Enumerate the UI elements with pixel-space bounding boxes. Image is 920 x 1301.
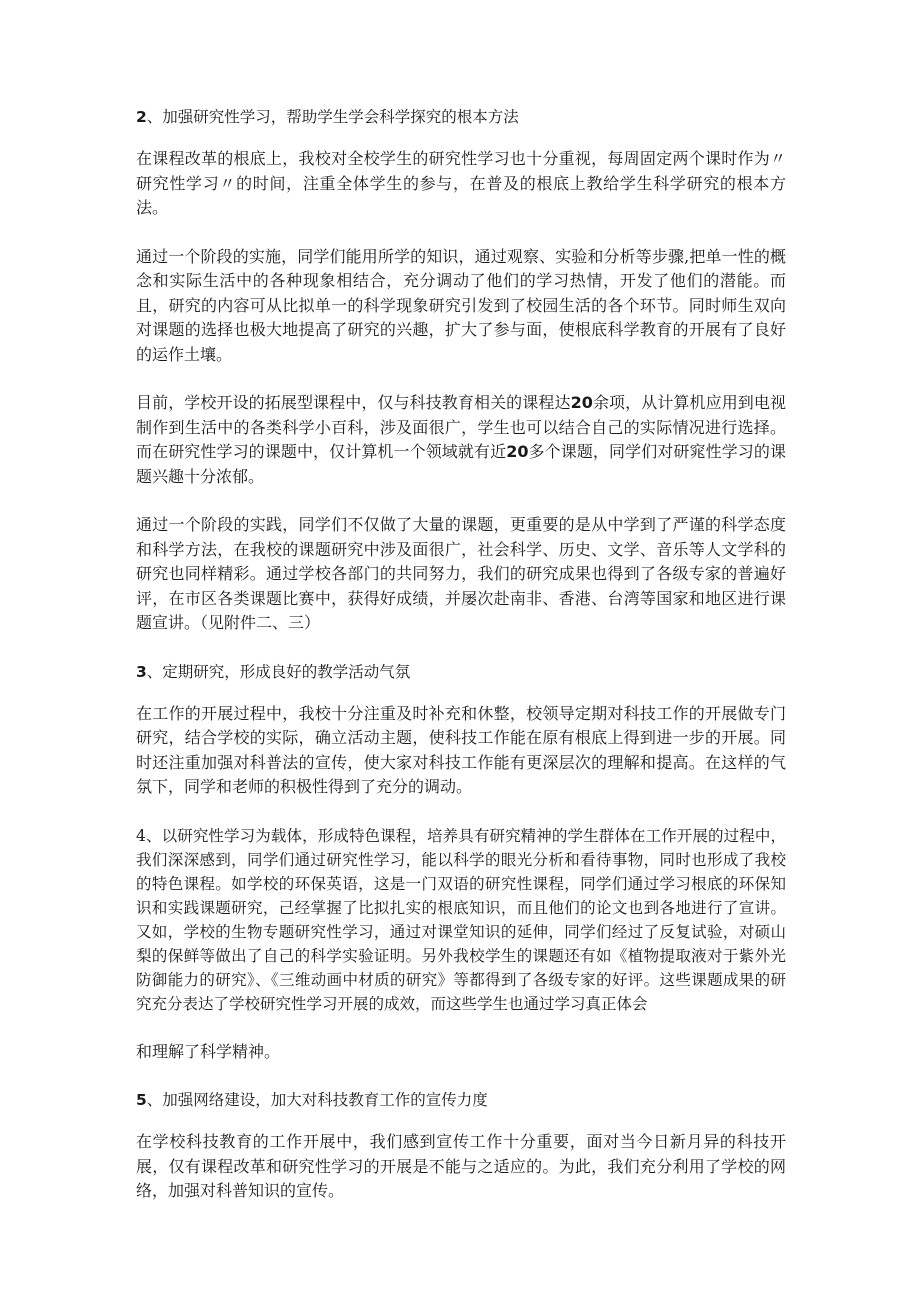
section-2-paragraph-4: 通过一个阶段的实践，同学们不仅做了大量的课题，更重要的是从中学到了严谨的科学态度和科学方法，在我校的课题研究中涉及面很广，社会科学、历史、文学、音乐等人文学科的研究也同样精彩。通过学校各部门的共同努力，我们的研究成果也得到了各级专家的普遍好评，在市区各类课题比赛中，获得好成绩，并屡次赴南非、香港、台湾等国家和地区进行课题宣讲。（见附件二、三） xyxy=(136,515,786,632)
section-2-paragraph-3-part-b: 余项，从计算机应用到电视制作到生活中的各类科学小百科，涉及面很广，学生也可以结合自己的实际情况进行选择。而在研究性学习的课题中，仅计算机一个领域就有近 xyxy=(136,393,786,461)
section-2-paragraph-2: 通过一个阶段的实施，同学们能用所学的知识，通过观察、实验和分析等步骤,把单一性的概念和实际生活中的各种现象相结合，充分调动了他们的学习热情，开发了他们的潜能。而且，研究的内容可从比拟单一的科学现象研究引发到了校园生活的各个环节。同时师生双向对课题的选择也极大地提高了研究的兴趣，扩大了参与面，使根底科学教育的开展有了良好的运作土壤。 xyxy=(136,246,786,364)
section-3-heading xyxy=(136,660,786,684)
section-3-paragraph-1: 在工作的开展过程中，我校十分注重及时补充和休整，校领导定期对科技工作的开展做专门研究，结合学校的实际，确立活动主题，使科技工作能在原有根底上得到进一步的开展。同时还注重加强对科普法的宣传，使大家对科技工作能有更深层次的理解和提高。在这样的气氛下，同学和老师的积极性得到了充分的调动。 xyxy=(136,703,786,796)
section-2-paragraph-3-part-a: 目前，学校开设的拓展型课程中，仅与科技教育相关的课程达 xyxy=(136,393,571,412)
section-4-paragraph-1 xyxy=(136,824,786,1016)
section-2-paragraph-3 xyxy=(136,391,786,489)
section-2-paragraph-1: 在课程改革的根底上，我校对全校学生的研究性学习也十分重视，每周固定两个课时作为〃研究性学习〃的时间，注重全体学生的参与，在普及的根底上教给学生科学研究的根本方法。 xyxy=(136,149,786,217)
section-2-heading xyxy=(136,105,786,129)
section-5-number: 5 xyxy=(136,1091,147,1109)
section-4-paragraph-2: 和理解了科学精神。 xyxy=(136,1041,281,1061)
section-4-text: 、以研究性学习为载体，形成特色课程，培养具有研究精神的学生群体在工作开展的过程中，我们深深感到，同学们通过研究性学习，能以科学的眼光分析和看待事物，同时也形成了我校的特色课程。如学校的环保英语，这是一门双语的研究性课程，同学们通过学习根底的环保知识和实践课题研究，己经掌握了比拟扎实的根底知识，而且他们的论文也到各地进行了宣讲。又如，学校的生物专题研究性学习，通过对课堂知识的延伸，同学们经过了反复试验，对硕山梨的保鲜等做出了自己的科学实验证明。另外我校学生的课题还有如《植物提取液对于紫外光防御能力的研究》、《三维动画中材质的研究》等都得到了各级专家的好评。这些课题成果的研究充分表达了学校研究性学习开展的成效，而这些学生也通过学习真正体会 xyxy=(136,826,786,1013)
document-body xyxy=(136,105,786,1228)
section-5-paragraph-1: 在学校科技教育的工作开展中，我们感到宣传工作十分重要，面对当今日新月异的科技开展，仅有课程改革和研究性学习的开展是不能与之适应的。为此，我们充分利用了学校的网络，加强对科普知识的宣传。 xyxy=(136,1132,786,1200)
section-3-number: 3 xyxy=(136,662,147,681)
section-2-paragraph-3-part-c: 多个课题，同学们对研窕性学习的课题兴趣十分浓郁。 xyxy=(136,442,786,486)
topic-count: 20 xyxy=(506,442,529,461)
section-5-heading xyxy=(136,1088,786,1112)
section-2-title: 、加强研究性学习，帮助学生学会科学探究的根本方法 xyxy=(146,108,519,126)
course-count: 20 xyxy=(570,393,593,412)
section-5-title: 、加强网络建设，加大对科技教育工作的宣传力度 xyxy=(146,1091,488,1109)
section-4-number: 4 xyxy=(136,826,146,845)
section-3-title: 、定期研究，形成良好的教学活动气氛 xyxy=(146,662,411,681)
section-2-number: 2 xyxy=(136,108,147,126)
